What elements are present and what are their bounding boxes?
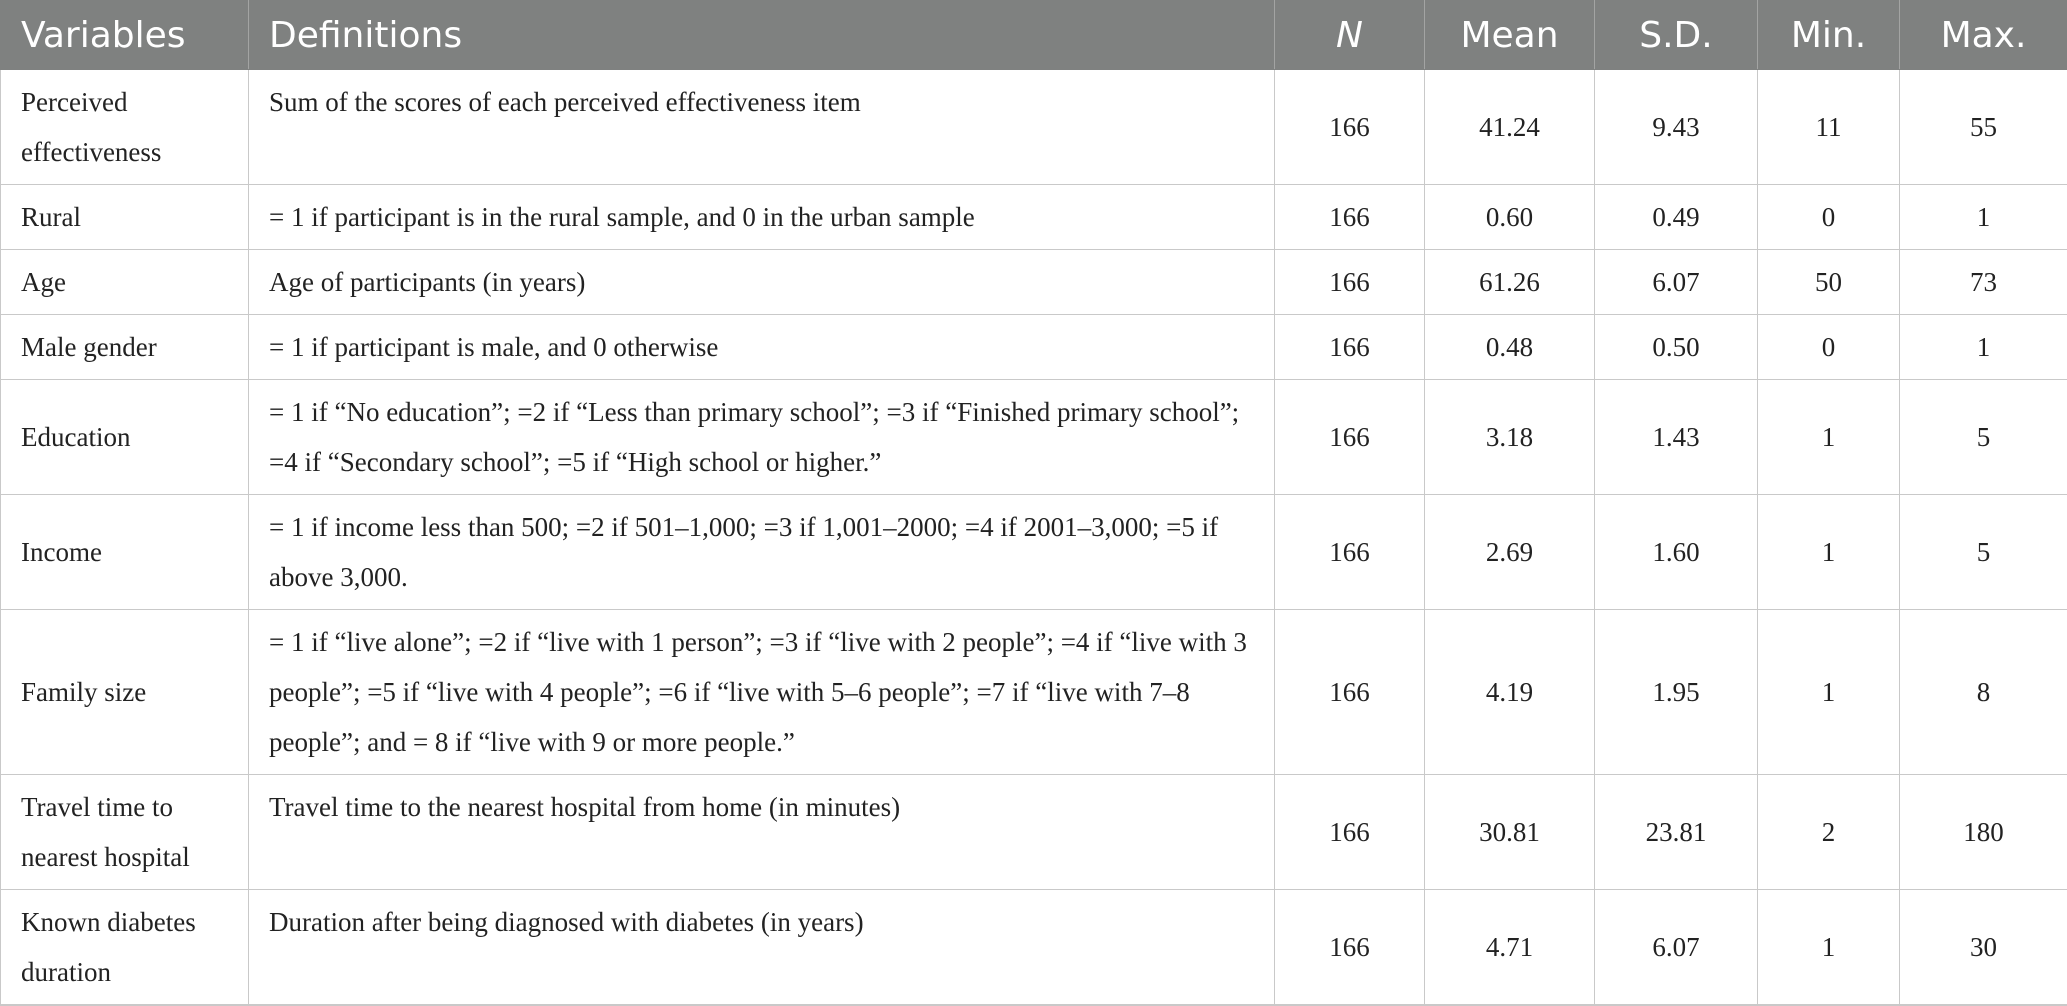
- table-row: [1, 185, 2067, 250]
- cell-n: 166: [1275, 610, 1425, 775]
- cell-definition: = 1 if “live alone”; =2 if “live with 1 person”; =3 if “live with 2 people”; =4 if “live with 3 people”; =5 if “live with 4 people”; =6 if “live with 5–6 people”; =7 if “live with 7–8 people”; and = 8 if “live with 9 or more people.”: [249, 610, 1275, 775]
- header-max: Max.: [1900, 1, 2067, 70]
- cell-n: 166: [1275, 70, 1425, 185]
- table-row: [1, 610, 2067, 775]
- cell-mean: 3.18: [1425, 380, 1595, 495]
- cell-variable: Male gender: [1, 315, 249, 380]
- header-mean: Mean: [1425, 1, 1595, 70]
- table-row: [1, 315, 2067, 380]
- table-row: [1, 250, 2067, 315]
- cell-definition: Sum of the scores of each perceived effectiveness item: [249, 70, 1275, 185]
- cell-n: 166: [1275, 890, 1425, 1006]
- cell-definition: Duration after being diagnosed with diabetes (in years): [249, 890, 1275, 1006]
- cell-max: 5: [1900, 495, 2067, 610]
- table-row: [1, 775, 2067, 890]
- cell-mean: 0.60: [1425, 185, 1595, 250]
- cell-sd: 0.49: [1595, 185, 1758, 250]
- cell-sd: 6.07: [1595, 890, 1758, 1006]
- cell-definition: = 1 if income less than 500; =2 if 501–1,000; =3 if 1,001–2000; =4 if 2001–3,000; =5 if above 3,000.: [249, 495, 1275, 610]
- cell-min: 0: [1758, 185, 1900, 250]
- cell-sd: 9.43: [1595, 70, 1758, 185]
- cell-min: 1: [1758, 890, 1900, 1006]
- header-definitions: Definitions: [249, 1, 1275, 70]
- cell-max: 73: [1900, 250, 2067, 315]
- cell-max: 1: [1900, 185, 2067, 250]
- cell-definition: Age of participants (in years): [249, 250, 1275, 315]
- header-sd: S.D.: [1595, 1, 1758, 70]
- cell-min: 11: [1758, 70, 1900, 185]
- cell-mean: 41.24: [1425, 70, 1595, 185]
- cell-mean: 0.48: [1425, 315, 1595, 380]
- cell-sd: 1.43: [1595, 380, 1758, 495]
- cell-max: 55: [1900, 70, 2067, 185]
- cell-mean: 4.19: [1425, 610, 1595, 775]
- cell-n: 166: [1275, 315, 1425, 380]
- cell-variable: Age: [1, 250, 249, 315]
- table-row: [1, 70, 2067, 185]
- cell-max: 30: [1900, 890, 2067, 1006]
- cell-max: 5: [1900, 380, 2067, 495]
- cell-sd: 1.60: [1595, 495, 1758, 610]
- cell-mean: 4.71: [1425, 890, 1595, 1006]
- cell-variable: Income: [1, 495, 249, 610]
- table-row: [1, 380, 2067, 495]
- cell-mean: 30.81: [1425, 775, 1595, 890]
- cell-min: 50: [1758, 250, 1900, 315]
- cell-sd: 0.50: [1595, 315, 1758, 380]
- cell-n: 166: [1275, 250, 1425, 315]
- cell-n: 166: [1275, 775, 1425, 890]
- cell-min: 1: [1758, 610, 1900, 775]
- cell-definition: = 1 if participant is male, and 0 otherwise: [249, 315, 1275, 380]
- cell-variable: Family size: [1, 610, 249, 775]
- cell-variable: Travel time to nearest hospital: [1, 775, 249, 890]
- table-row: [1, 890, 2067, 1006]
- cell-variable: Perceived effectiveness: [1, 70, 249, 185]
- cell-variable: Rural: [1, 185, 249, 250]
- cell-max: 1: [1900, 315, 2067, 380]
- cell-max: 8: [1900, 610, 2067, 775]
- cell-mean: 2.69: [1425, 495, 1595, 610]
- cell-definition: = 1 if “No education”; =2 if “Less than primary school”; =3 if “Finished primary school”; =4 if “Secondary school”; =5 if “High school or higher.”: [249, 380, 1275, 495]
- header-row: [1, 1, 2067, 70]
- cell-n: 166: [1275, 185, 1425, 250]
- cell-n: 166: [1275, 380, 1425, 495]
- cell-sd: 23.81: [1595, 775, 1758, 890]
- header-min: Min.: [1758, 1, 1900, 70]
- cell-variable: Known diabetes duration: [1, 890, 249, 1006]
- cell-min: 1: [1758, 380, 1900, 495]
- cell-sd: 1.95: [1595, 610, 1758, 775]
- cell-n: 166: [1275, 495, 1425, 610]
- cell-min: 1: [1758, 495, 1900, 610]
- cell-definition: = 1 if participant is in the rural sample, and 0 in the urban sample: [249, 185, 1275, 250]
- header-variables: Variables: [1, 1, 249, 70]
- header-n: N: [1275, 1, 1425, 70]
- cell-sd: 6.07: [1595, 250, 1758, 315]
- cell-min: 2: [1758, 775, 1900, 890]
- table-row: [1, 495, 2067, 610]
- cell-max: 180: [1900, 775, 2067, 890]
- cell-min: 0: [1758, 315, 1900, 380]
- cell-mean: 61.26: [1425, 250, 1595, 315]
- cell-definition: Travel time to the nearest hospital from home (in minutes): [249, 775, 1275, 890]
- cell-variable: Education: [1, 380, 249, 495]
